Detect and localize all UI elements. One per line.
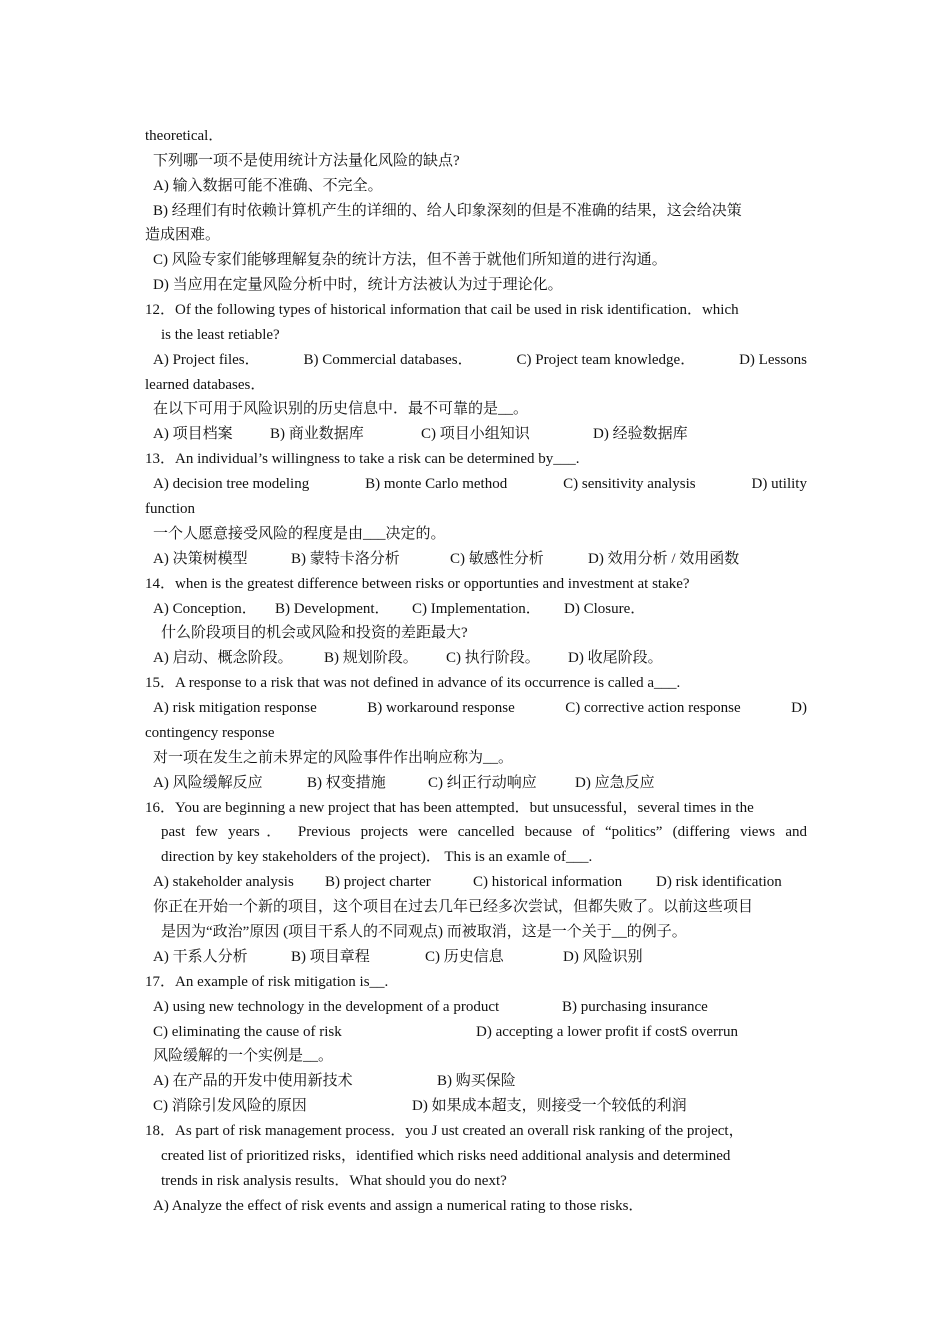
option-d-cn: D) 风险识别 <box>563 949 643 965</box>
option-a: A) Conception． <box>153 601 257 617</box>
option-d-cn: D) 如果成本超支，则接受一个较低的利润 <box>412 1098 687 1114</box>
option-d: D) utility <box>751 476 807 492</box>
option-b: B) project charter <box>325 874 431 890</box>
question-18-cont: created list of prioritized risks，identified which risks need additional analysis and determined <box>161 1148 731 1164</box>
option-b-cn: B) 购买保险 <box>437 1073 516 1089</box>
question-12-cn: 在以下可用于风险识别的历史信息中．最不可靠的是__。 <box>153 401 529 417</box>
option-c-cn: C) 风险专家们能够理解复杂的统计方法，但不善于就他们所知道的进行沟通。 <box>153 252 667 268</box>
option-a: A) risk mitigation response <box>153 700 317 716</box>
question-16-cn: 你正在开始一个新的项目，这个项目在过去几年已经多次尝试，但都失败了。以前这些项目 <box>153 899 754 915</box>
option-c: C) Implementation． <box>412 601 541 617</box>
option-a-cn: A) 在产品的开发中使用新技术 <box>153 1073 353 1089</box>
option-a-cn: A) 启动、概念阶段。 <box>153 650 293 666</box>
question-12: 12．Of the following types of historical information that cail be used in risk identification．which <box>145 302 739 318</box>
question-16: 16．You are beginning a new project that has been attempted．but unsucessful，several times in the <box>145 800 754 816</box>
question-17-cn-options-cd <box>153 1094 807 1119</box>
option-d: D) accepting a lower profit if costS overrun <box>476 1024 738 1040</box>
question-13-cn: 一个人愿意接受风险的程度是由___决定的。 <box>153 526 446 542</box>
option-a-cn: A) 决策树模型 <box>153 551 248 567</box>
option-a-cn: A) 风险缓解反应 <box>153 775 263 791</box>
option-d-cn: D) 效用分析 / 效用函数 <box>588 551 740 567</box>
option-d-cn: D) 当应用在定量风险分析中时，统计方法被认为过于理论化。 <box>153 277 563 293</box>
option-d: D) Closure． <box>564 601 646 617</box>
option-a-cn: A) 项目档案 <box>153 426 233 442</box>
option-b-cn: B) 蒙特卡洛分析 <box>291 551 400 567</box>
option-b: B) Commercial databases． <box>303 352 473 368</box>
question-15-cn: 对一项在发生之前未界定的风险事件作出响应称为__。 <box>153 750 514 766</box>
question-14-options <box>153 597 807 622</box>
option-c: C) historical information <box>473 874 623 890</box>
question-16-cn-cont: 是因为“政治”原因 (项目干系人的不同观点) 而被取消，这是一个关于__的例子。 <box>161 924 687 940</box>
question-15-cn-options <box>153 771 807 796</box>
option-a: A) stakeholder analysis <box>153 874 294 890</box>
option-b-cn: B) 商业数据库 <box>270 426 364 442</box>
question-17-cn: 风险缓解的一个实例是__。 <box>153 1048 334 1064</box>
question-15: 15．A response to a risk that was not defined in advance of its occurrence is called a___. <box>145 675 681 691</box>
option-d: D) risk identification <box>656 874 782 890</box>
option-c: C) Project team knowledge． <box>516 352 696 368</box>
option-d-cn: D) 收尾阶段。 <box>568 650 663 666</box>
question-16-options <box>153 870 807 895</box>
option-c: C) eliminating the cause of risk <box>153 1024 342 1040</box>
option-d: D) <box>791 700 807 716</box>
question-13-options <box>153 472 807 497</box>
option-b-cn: B) 经理们有时依赖计算机产生的详细的、给人印象深刻的但是不准确的结果，这会给决策 <box>153 203 742 219</box>
option-d-cont: function <box>145 501 195 517</box>
question-13: 13．An individual’s willingness to take a risk can be determined by___. <box>145 451 580 467</box>
question-17-cn-options-ab <box>153 1069 807 1094</box>
question-11-cn-stem: 下列哪一项不是使用统计方法量化风险的缺点? <box>153 153 460 169</box>
question-16-cn-options <box>153 945 807 970</box>
option-c-cn: C) 项目小组知识 <box>421 426 530 442</box>
option-c-cn: C) 历史信息 <box>425 949 504 965</box>
option-b: B) workaround response <box>367 700 515 716</box>
option-d: D) Lessons <box>739 352 807 368</box>
option-b-cn: B) 规划阶段。 <box>324 650 418 666</box>
option-a: A) decision tree modeling <box>153 476 310 492</box>
option-c-cn: C) 纠正行动响应 <box>428 775 537 791</box>
option-a: A) using new technology in the development of a product <box>153 999 500 1015</box>
option-b: B) Development． <box>275 601 390 617</box>
question-13-cn-options <box>153 547 807 572</box>
option-d-cn: D) 应急反应 <box>575 775 655 791</box>
option-c-cn: C) 敏感性分析 <box>450 551 544 567</box>
question-14-cn-options <box>153 646 807 671</box>
option-b: B) purchasing insurance <box>562 999 708 1015</box>
question-14-cn: 什么阶段项目的机会或风险和投资的差距最大? <box>161 625 468 641</box>
option-b-cn-cont: 造成困难。 <box>145 227 221 243</box>
question-17-options-ab <box>153 995 807 1020</box>
option-c: C) corrective action response <box>565 700 741 716</box>
question-17: 17．An example of risk mitigation is__. <box>145 974 389 990</box>
question-16-cont: past few years． Previous projects were cancelled because of “politics” (differing views and <box>161 824 807 840</box>
text-line: theoretical． <box>145 128 224 144</box>
question-17-options-cd <box>153 1020 807 1045</box>
question-18: 18．As part of risk management process．you J ust created an overall risk ranking of the project， <box>145 1123 744 1139</box>
question-12-cn-options <box>153 422 807 447</box>
option-d-cont: contingency response <box>145 725 275 741</box>
question-18-cont: trends in risk analysis results．What should you do next? <box>161 1173 507 1189</box>
question-12-options <box>153 348 807 373</box>
option-d-cn: D) 经验数据库 <box>593 426 688 442</box>
option-a: A) Analyze the effect of risk events and assign a numerical rating to those risks． <box>153 1198 644 1214</box>
option-b-cn: B) 权变措施 <box>307 775 386 791</box>
option-c: C) sensitivity analysis <box>563 476 696 492</box>
option-c-cn: C) 执行阶段。 <box>446 650 540 666</box>
option-b: B) monte Carlo method <box>365 476 508 492</box>
option-d-cont: learned databases． <box>145 377 266 393</box>
option-a-cn: A) 干系人分析 <box>153 949 248 965</box>
question-16-cont: direction by key stakeholders of the project)． This is an examle of___. <box>161 849 593 865</box>
option-c-cn: C) 消除引发风险的原因 <box>153 1098 307 1114</box>
option-b-cn: B) 项目章程 <box>291 949 370 965</box>
question-12-cont: is the least retiable? <box>161 327 280 343</box>
question-15-options <box>153 696 807 721</box>
question-14: 14．when is the greatest difference between risks or opportunties and investment at stake? <box>145 576 690 592</box>
option-a: A) Project files． <box>153 352 260 368</box>
option-a-cn: A) 输入数据可能不准确、不完全。 <box>153 178 383 194</box>
